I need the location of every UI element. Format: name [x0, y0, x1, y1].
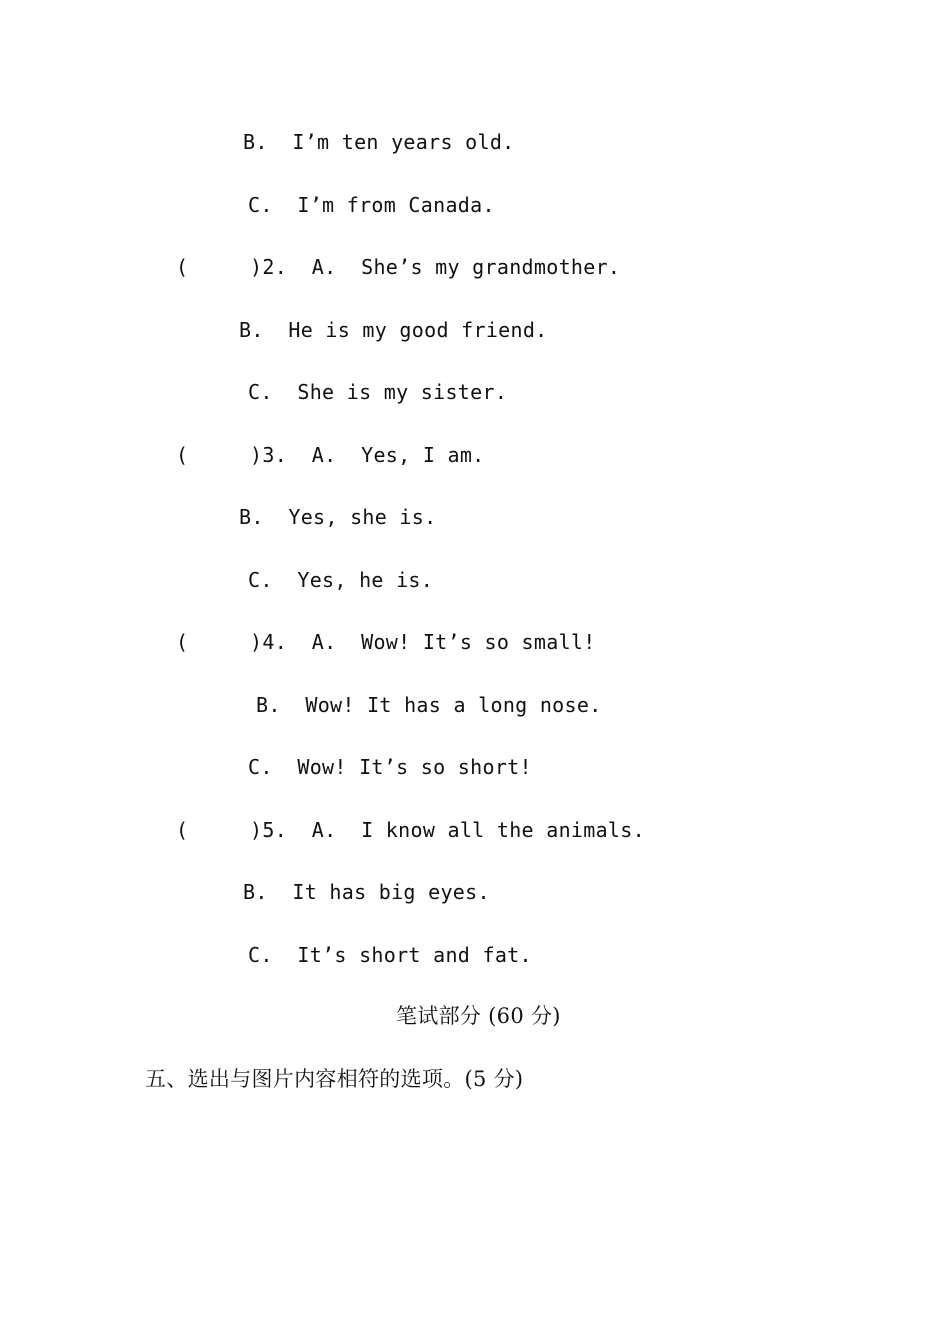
q5-option-b: B. It has big eyes. — [243, 880, 490, 904]
q2-option-b: B. He is my good friend. — [239, 318, 548, 342]
q2-option-a: ( )2. A. She’s my grandmother. — [176, 255, 621, 279]
q5-option-a: ( )5. A. I know all the animals. — [176, 818, 645, 842]
q4-option-a: ( )4. A. Wow! It’s so small! — [176, 630, 596, 654]
q3-option-b: B. Yes, she is. — [239, 505, 437, 529]
q5-option-c: C. It’s short and fat. — [248, 943, 532, 967]
q1-option-b: B. I’m ten years old. — [243, 130, 515, 154]
q4-option-c: C. Wow! It’s so short! — [248, 755, 532, 779]
q1-option-c: C. I’m from Canada. — [248, 193, 495, 217]
q3-option-c: C. Yes, he is. — [248, 568, 434, 592]
written-section-title: 笔试部分 (60 分) — [396, 1004, 561, 1028]
q2-option-c: C. She is my sister. — [248, 380, 508, 404]
q3-option-a: ( )3. A. Yes, I am. — [176, 443, 485, 467]
q4-option-b: B. Wow! It has a long nose. — [256, 693, 602, 717]
section-5-heading: 五、选出与图片内容相符的选项。(5 分) — [145, 1067, 524, 1091]
